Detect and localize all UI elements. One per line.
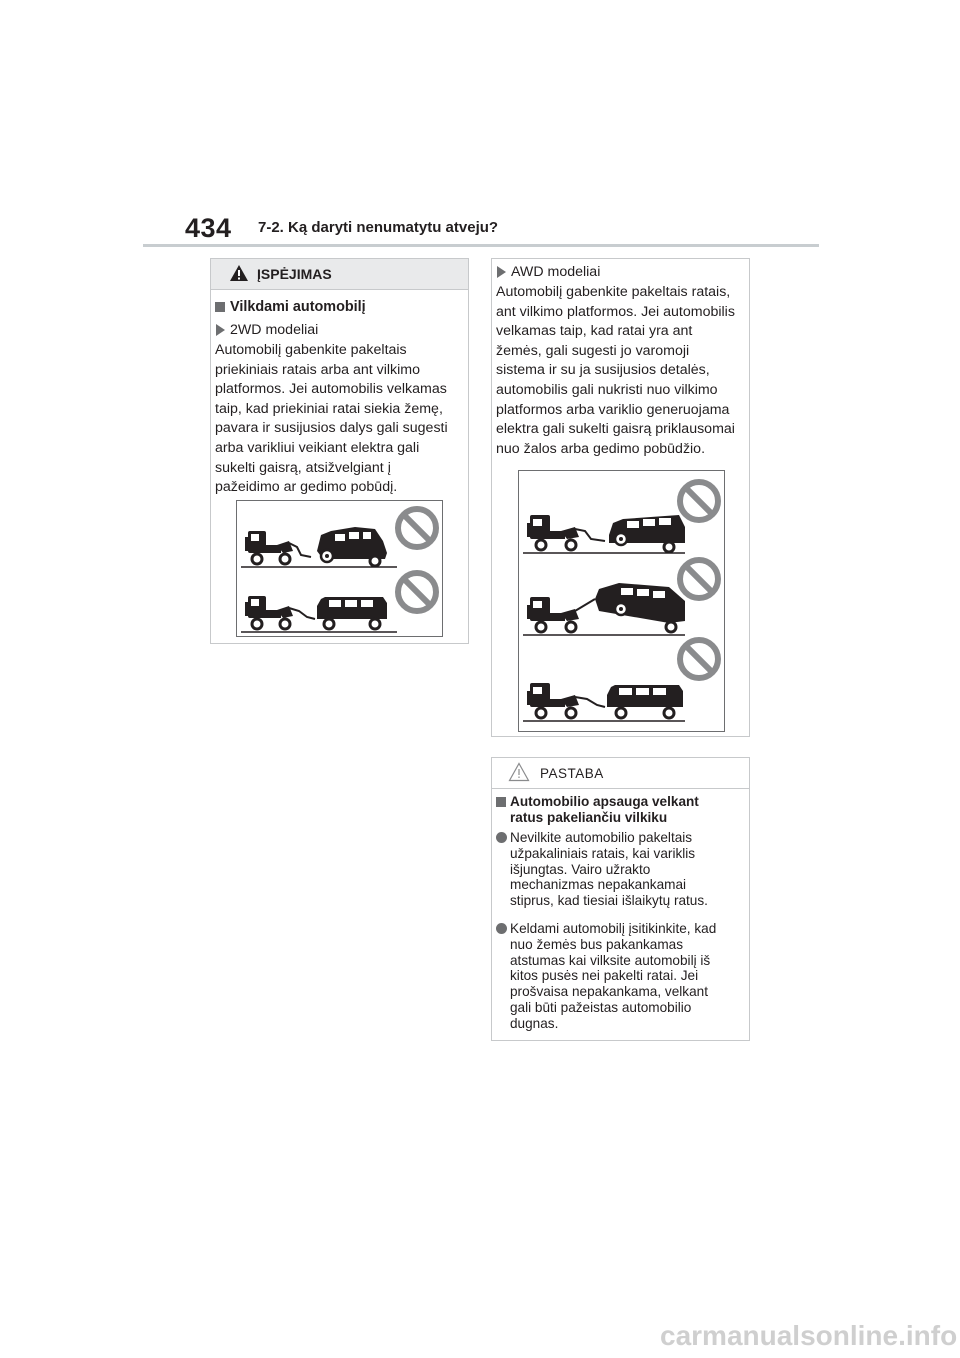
notice-bullet-1 bbox=[496, 830, 746, 909]
text-line: atstumas kai vilksite automobilį iš bbox=[510, 952, 711, 968]
notice-heading-text bbox=[510, 794, 746, 826]
arrow-right-icon bbox=[497, 266, 506, 278]
text-line: arba varikliui veikiant elektra gali bbox=[215, 439, 420, 456]
text-line: mechanizmas nepakankamai bbox=[510, 877, 687, 893]
text-line: sistema ir su ja susijusios detalės, bbox=[496, 362, 710, 379]
text-line: Nevilkite automobilio pakeltais bbox=[510, 830, 693, 845]
notice-box bbox=[491, 757, 750, 1041]
notice-bullet-text bbox=[510, 921, 746, 1032]
notice-bullet-text bbox=[510, 830, 746, 909]
towed-car-icon bbox=[609, 515, 685, 552]
square-bullet-icon bbox=[215, 302, 225, 312]
text-line: elektra gali sukelti gaisrą priklausomai bbox=[496, 421, 735, 438]
text-line: taip, kad priekiniai ratai siekia žemę, bbox=[215, 400, 443, 417]
warning-icon bbox=[229, 264, 249, 282]
warning-header bbox=[211, 259, 468, 290]
text-line: stiprus, kad tiesiai išlaikytų ratus. bbox=[510, 893, 708, 909]
text-line: žemės, gali sugesti jo varomoji bbox=[496, 342, 690, 359]
warning-subheading-text: 2WD modeliai bbox=[230, 322, 319, 338]
text-line: automobilis gali nukristi nuo vilkimo bbox=[496, 381, 718, 398]
tow-truck-icon bbox=[527, 683, 605, 718]
towed-car-icon bbox=[317, 597, 387, 629]
text-line: priekiniais ratais arba ant vilkimo bbox=[215, 361, 421, 378]
round-bullet-icon bbox=[496, 832, 507, 843]
awd-body bbox=[496, 283, 748, 459]
notice-header bbox=[492, 758, 749, 789]
tow-truck-icon bbox=[245, 531, 311, 564]
text-line: Keldami automobilį įsitikinkite, kad bbox=[510, 921, 717, 936]
awd-subheading bbox=[497, 264, 600, 280]
towing-2wd-illustration bbox=[236, 500, 443, 637]
tow-truck-icon bbox=[245, 596, 315, 629]
notice-icon bbox=[508, 762, 530, 782]
notice-title: PASTABA bbox=[540, 766, 604, 781]
notice-heading bbox=[496, 794, 746, 826]
text-line: platformos. Jei automobilis velkamas bbox=[215, 381, 447, 398]
round-bullet-icon bbox=[496, 923, 507, 934]
text-line: pažeidimo ar gedimo pobūdį. bbox=[215, 479, 398, 496]
text-line: nuo žemės bus pakankamas bbox=[510, 936, 684, 952]
prohibited-icon bbox=[680, 640, 718, 678]
watermark: carmanualsonline.info bbox=[660, 1320, 958, 1351]
prohibited-icon bbox=[680, 482, 718, 520]
prohibited-icon bbox=[680, 560, 718, 598]
text-line: Automobilį gabenkite pakeltais bbox=[215, 342, 407, 358]
text-line: užpakaliniais ratais, kai variklis bbox=[510, 845, 696, 861]
awd-box bbox=[491, 258, 750, 737]
towed-car-icon bbox=[607, 685, 683, 718]
warning-subheading bbox=[216, 322, 318, 338]
text-line: ratus pakeliančiu vilkiku bbox=[510, 809, 668, 825]
towed-car-icon bbox=[317, 527, 387, 566]
text-line: nuo žalos arba gedimo pobūdžio. bbox=[496, 440, 706, 457]
text-line: gali būti pažeistas automobilio bbox=[510, 999, 692, 1015]
text-line: ant vilkimo platformos. Jei automobilis bbox=[496, 303, 735, 320]
prohibited-icon bbox=[398, 509, 436, 547]
tow-truck-icon bbox=[527, 597, 595, 632]
section-title: 7-2. Ką daryti nenumatytu atveju? bbox=[258, 219, 499, 236]
towing-awd-illustration bbox=[518, 470, 725, 732]
text-line: dugnas. bbox=[510, 1015, 559, 1031]
notice-bullet-2 bbox=[496, 921, 746, 1032]
text-line: velkamas taip, kad ratai yra ant bbox=[496, 323, 693, 340]
text-line: sukelti gaisrą, atsižvelgiant į bbox=[215, 459, 391, 476]
tow-truck-icon bbox=[527, 515, 605, 550]
towed-car-icon bbox=[595, 583, 685, 632]
text-line: Automobilio apsauga velkant bbox=[510, 794, 699, 809]
warning-heading bbox=[215, 299, 366, 315]
warning-heading-text: Vilkdami automobilį bbox=[230, 299, 366, 315]
page-number: 434 bbox=[185, 213, 232, 243]
text-line: Automobilį gabenkite pakeltais ratais, bbox=[496, 284, 731, 300]
warning-title: ĮSPĖJIMAS bbox=[257, 266, 332, 282]
prohibited-icon bbox=[398, 573, 436, 611]
text-line: platformos arba variklio generuojama bbox=[496, 401, 730, 418]
square-bullet-icon bbox=[496, 797, 506, 807]
text-line: pavara ir susijusios dalys gali sugesti bbox=[215, 420, 448, 437]
warning-box bbox=[210, 258, 469, 644]
text-line: išjungtas. Vairo užrakto bbox=[510, 861, 651, 877]
warning-body bbox=[215, 341, 467, 498]
header-divider bbox=[143, 244, 819, 247]
arrow-right-icon bbox=[216, 324, 225, 336]
text-line: prošvaisa nepakankama, velkant bbox=[510, 984, 708, 1000]
text-line: kitos pusės nei pakelti ratai. Jei bbox=[510, 968, 699, 984]
awd-subheading-text: AWD modeliai bbox=[511, 264, 601, 280]
